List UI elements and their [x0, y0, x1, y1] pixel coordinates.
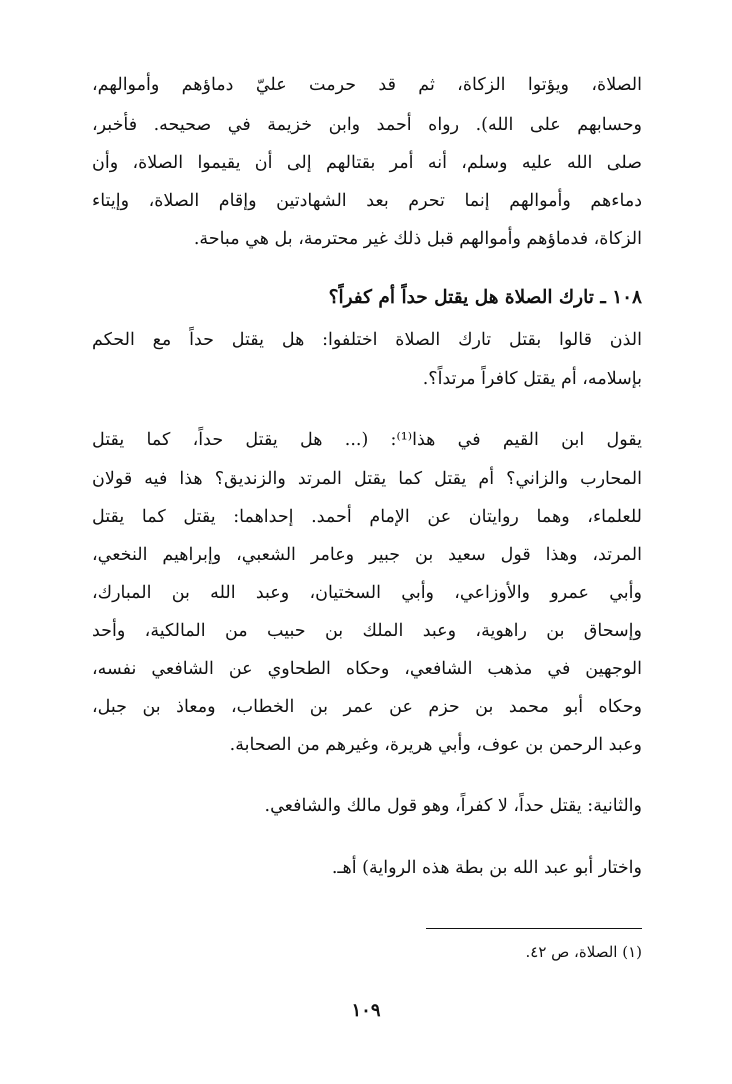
quote-line-3: للعلماء، وهما روايتان عن الإمام أحمد. إحداهما: يقتل كما يقتل — [92, 507, 642, 527]
quote-line-6: وإسحاق بن راهوية، وعبد الملك بن حبيب من المالكية، وأحد — [92, 621, 642, 641]
quote-line-7: الوجهين في مذهب الشافعي، وحكاه الطحاوي عن الشافعي نفسه، — [92, 659, 642, 679]
section-intro-line-2: بإسلامه، أم يقتل كافراً مرتداً؟. — [422, 369, 642, 389]
quote-line-2: المحارب والزاني؟ أم يقتل كما يقتل المرتد والزنديق؟ هذا فيه قولان — [92, 469, 642, 489]
quote-line-8: وحكاه أبو محمد بن حزم عن عمر بن الخطاب، ومعاذ بن جبل، — [92, 697, 642, 717]
paragraph-1-line-1: الصلاة، ويؤتوا الزكاة، ثم قد حرمت عليّ دماؤهم وأموالهم، — [92, 75, 642, 95]
paragraph-1-line-4: دماءهم وأموالهم إنما تحرم بعد الشهادتين وإقام الصلاة، وإيتاء — [92, 191, 642, 211]
quote-line-4: المرتد، وهذا قول سعيد بن جبير وعامر الشعبي، وإبراهيم النخعي، — [92, 545, 642, 565]
second-view-line: والثانية: يقتل حداً، لا كفراً، وهو قول مالك والشافعي. — [264, 796, 642, 816]
footnote: (١) الصلاة، ص ٤٢. — [525, 943, 642, 961]
section-intro-line-1: الذن قالوا بقتل تارك الصلاة اختلفوا: هل يقتل حداً مع الحكم — [92, 330, 642, 350]
chosen-view-line: واختار أبو عبد الله بن بطة هذه الرواية) أهـ. — [331, 858, 642, 878]
paragraph-1-line-5: الزكاة، فدماؤهم وأموالهم قبل ذلك غير محترمة، بل هي مباحة. — [193, 229, 642, 249]
footnote-divider — [426, 928, 642, 929]
section-heading: ١٠٨ ـ تارك الصلاة هل يقتل حداً أم كفراً؟ — [328, 287, 642, 308]
quote-line-9: وعبد الرحمن بن عوف، وأبي هريرة، وغيرهم من الصحابة. — [229, 735, 642, 755]
quote-line-5: وأبي عمرو والأوزاعي، وأبي السختيان، وعبد الله بن المبارك، — [92, 583, 642, 603]
quote-line-1: يقول ابن القيم في هذا⁽¹⁾: (... هل يقتل حداً، كما يقتل — [92, 430, 642, 450]
paragraph-1-line-2: وحسابهم على الله). رواه أحمد وابن خزيمة في صحيحه. فأخبر، — [92, 115, 642, 135]
page-number: ١٠٩ — [351, 1000, 381, 1021]
paragraph-1-line-3: صلى الله عليه وسلم، أنه أمر بقتالهم إلى أن يقيموا الصلاة، وأن — [92, 153, 642, 173]
